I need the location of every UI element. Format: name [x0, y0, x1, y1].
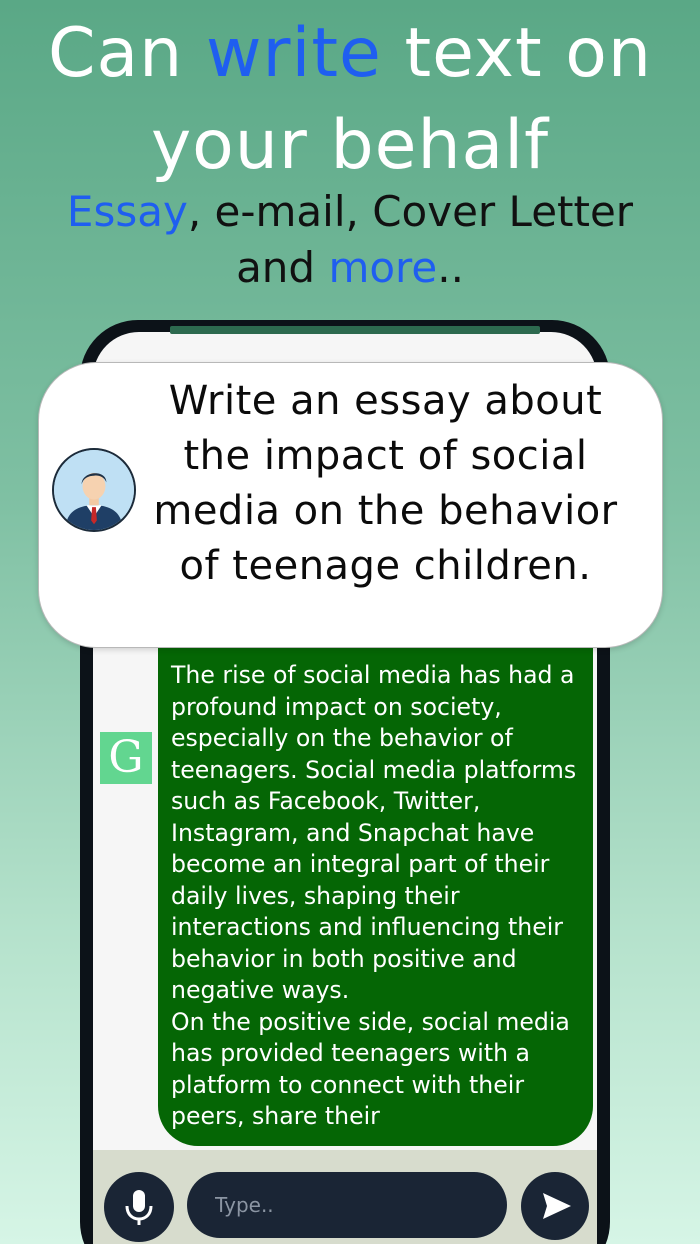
headline-accent-word: write	[205, 14, 382, 93]
headline-line-1: Can write text on	[48, 14, 652, 93]
subline-more: more	[328, 243, 438, 292]
promo-subline	[0, 184, 700, 296]
businessman-avatar-icon	[54, 450, 134, 530]
app-top-bar	[170, 326, 540, 334]
send-icon	[521, 1172, 589, 1240]
subline-essay: Essay	[66, 187, 188, 236]
microphone-button[interactable]	[104, 1172, 174, 1242]
microphone-icon	[104, 1172, 174, 1242]
bot-reply-text: The rise of social media has had a profound impact on society, especially on the behavior of teenagers. Social media platforms such as Facebook, Twitter, Instagram, and Snapchat have become an integral part of their daily lives, shaping their interactions and influencing their behavior in both positive and negative ways. On the positive side, social media has provided teenagers with a platform to connect with their peers, share their	[171, 661, 577, 1130]
send-button[interactable]	[521, 1172, 589, 1240]
subline-line-2: and more..	[236, 243, 464, 292]
bot-logo-icon: G	[100, 732, 152, 784]
user-avatar-icon	[52, 448, 136, 532]
headline-line-2: your behalf	[150, 106, 550, 185]
promo-headline	[0, 8, 700, 192]
message-input[interactable]	[187, 1172, 507, 1238]
subline-line-1: Essay, e-mail, Cover Letter	[66, 187, 634, 236]
bot-reply-bubble	[158, 648, 593, 1146]
user-prompt-text: Write an essay about the impact of social media on the behavior of teenage children.	[153, 378, 618, 589]
